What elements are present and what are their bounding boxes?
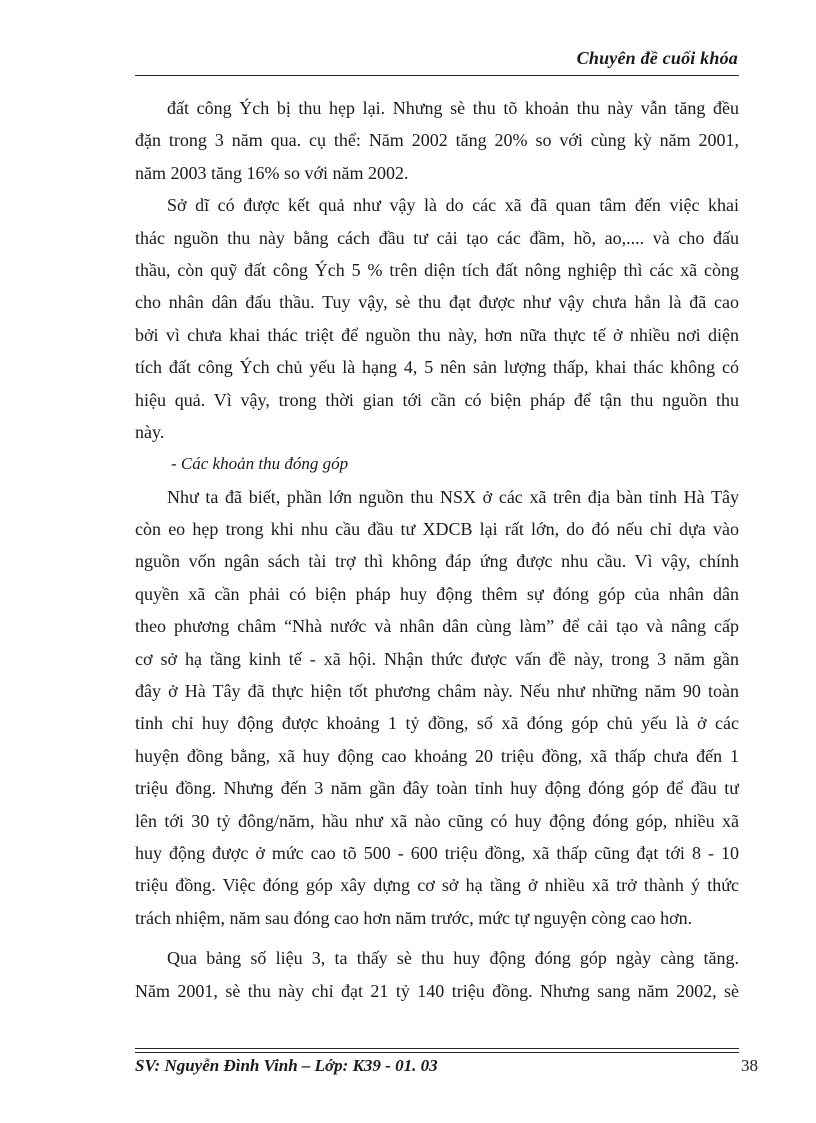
- text-line: nguồn vốn ngân sách tài trợ thì không đáp ứng được nhu cầu. Vì vậy, chính: [135, 551, 739, 572]
- text-line: đây ở Hà Tây đã thực hiện tốt phương châm này. Nếu như những năm 90 toàn: [135, 681, 739, 702]
- text-line: hiệu quả. Vì vậy, trong thời gian tới cần có biện pháp để tận thu nguồn thu: [135, 389, 739, 410]
- text-line: đặn trong 3 năm qua. cụ thể: Năm 2002 tăng 20% so với cùng kỳ năm 2001,: [135, 130, 739, 151]
- text-line: thầu, còn quỹ đất công Ých 5 % trên diện tích đất nông nghiệp thì các xã còng: [135, 259, 739, 280]
- text-line: còn eo hẹp trong khi nhu cầu đầu tư XDCB lại rất lớn, do đó nếu chỉ dựa vào: [135, 519, 739, 540]
- text-line: trách nhiệm, năm sau đóng cao hơn năm trước, mức tự nguyện còng cao hơn.: [135, 907, 693, 928]
- page-number: 38: [741, 1056, 758, 1075]
- text-line: Sở dĩ có được kết quả như vậy là do các xã đã quan tâm đến việc khai: [167, 195, 739, 216]
- header-rule: [135, 75, 739, 76]
- text-line: Qua bảng số liệu 3, ta thấy sè thu huy động đóng góp ngày càng tăng.: [167, 948, 739, 969]
- text-line: quyền xã cần phải có biện pháp huy động thêm sự đóng góp của nhân dân: [135, 583, 739, 604]
- text-line: cơ sở hạ tầng kinh tế - xã hội. Nhận thức được vấn đề này, trong 3 năm gần: [135, 648, 739, 669]
- text-line: cho nhân dân đấu thầu. Tuy vậy, sè thu đạt được như vậy chưa hẳn là đã cao: [135, 292, 739, 313]
- text-line: thác nguồn thu này bằng cách đầu tư cải tạo các đầm, hồ, ao,.... và cho đấu: [135, 227, 739, 248]
- text-line: bởi vì chưa khai thác triệt để nguồn thu này, hơn nữa thực tế ở nhiều nơi diện: [135, 324, 739, 345]
- text-line: năm 2003 tăng 16% so với năm 2002.: [135, 162, 409, 183]
- footer-author: SV: Nguyễn Đình Vinh – Lớp: K39 - 01. 03: [135, 1056, 438, 1075]
- text-line: theo phương châm “Nhà nước và nhân dân cùng làm” để cải tạo và nâng cấp: [135, 616, 739, 637]
- text-line: Như ta đã biết, phần lớn nguồn thu NSX ở các xã trên địa bàn tỉnh Hà Tây: [167, 486, 739, 507]
- text-line: này.: [135, 421, 165, 442]
- text-line: tích đất công Ých chủ yếu là hạng 4, 5 nên sản lượng thấp, khai thác không có: [135, 357, 739, 378]
- section-subheading: - Các khoản thu đóng góp: [171, 454, 349, 474]
- text-line: triệu đồng. Việc đóng góp xây dựng cơ sở hạ tầng ở nhiều xã trở thành ý thức: [135, 875, 739, 896]
- footer-rule: [135, 1052, 739, 1053]
- text-line: huyện đồng bằng, xã huy động cao khoảng 20 triệu đồng, xã thấp chưa đến 1: [135, 745, 739, 766]
- document-body: [135, 92, 739, 1007]
- text-line: lên tới 30 tỷ đông/năm, hầu như xã nào cũng có huy động đóng góp, nhiều xã: [135, 810, 739, 831]
- text-line: tỉnh chỉ huy động được khoảng 1 tỷ đồng, số xã đóng góp chủ yếu là ở các: [135, 713, 739, 734]
- footer-rule: [135, 1048, 739, 1049]
- text-line: Năm 2001, sè thu này chỉ đạt 21 tỷ 140 triệu đồng. Nhưng sang năm 2002, sè: [135, 980, 739, 1001]
- text-line: đất công Ých bị thu hẹp lại. Nhưng sè thu tõ khoản thu này vẫn tăng đều: [167, 98, 739, 118]
- text-line: triệu đồng. Nhưng đến 3 năm gần đây toàn tỉnh huy động đóng góp để đầu tư: [135, 778, 739, 799]
- text-line: huy động được ở mức cao tõ 500 - 600 triệu đồng, xã thấp cũng đạt tới 8 - 10: [135, 842, 739, 863]
- header-title: Chuyên đề cuối khóa: [576, 48, 738, 68]
